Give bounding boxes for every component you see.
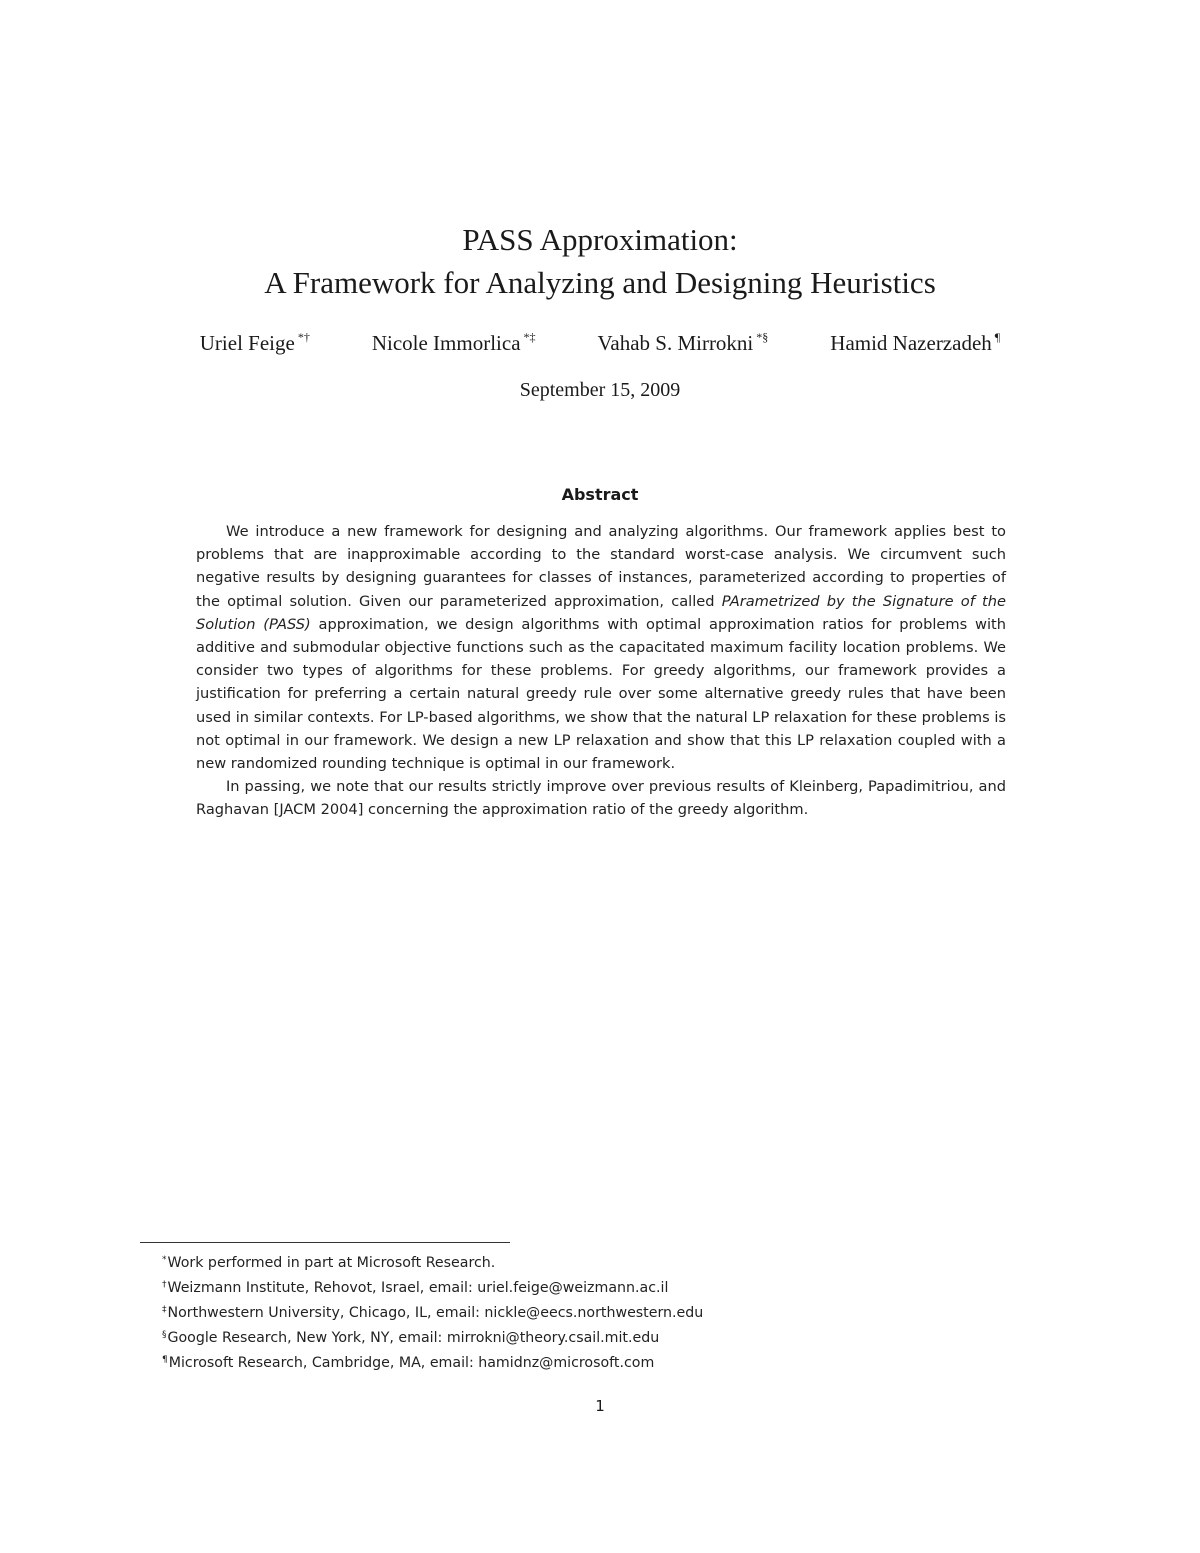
footnote-divider (140, 1242, 510, 1243)
footnote-text: Weizmann Institute, Rehovot, Israel, email: uriel.feige@weizmann.ac.il (167, 1280, 669, 1296)
paper-title (0, 218, 1200, 304)
footnote-item (162, 1274, 1062, 1299)
footnote-text: Northwestern University, Chicago, IL, email: nickle@eecs.northwestern.edu (167, 1305, 704, 1321)
author-name: Uriel Feige (199, 331, 295, 355)
footnote-mark: § (162, 1330, 167, 1340)
footnote-text: Microsoft Research, Cambridge, MA, email: hamidnz@microsoft.com (168, 1355, 655, 1371)
abstract-p1-text-b: approximation, we design algorithms with optimal approximation ratios for problems with additive and submodular objective functions such as the capacitated maximum facility location problems. We consider two types of algorithms for these problems. For greedy algorithms, our framework provides a justification for preferring a certain natural greedy rule over some alternative greedy rules that have been used in similar contexts. For LP-based algorithms, we show that the natural LP relaxation for these problems is not optimal in our framework. We design a new LP relaxation and show that this LP relaxation coupled with a new randomized rounding technique is optimal in our framework. (196, 615, 1007, 773)
footnote-item (162, 1249, 1062, 1274)
abstract-body (196, 520, 1006, 822)
title-line-2: A Framework for Analyzing and Designing Heuristics (264, 265, 936, 300)
abstract-paragraph-2: In passing, we note that our results strictly improve over previous results of Kleinberg, Papadimitriou, and Raghavan [JACM 2004] concerning the approximation ratio of the greedy algorithm. (196, 778, 1006, 819)
footnote-text: Google Research, New York, NY, email: mirrokni@theory.csail.mit.edu (167, 1330, 660, 1346)
author-nazerzadeh (830, 330, 1000, 356)
author-name: Hamid Nazerzadeh (830, 331, 992, 355)
author-feige (200, 330, 310, 356)
footnote-item (162, 1324, 1062, 1349)
footnote-item (162, 1299, 1062, 1324)
footnote-item (162, 1349, 1062, 1374)
page-number: 1 (595, 1397, 605, 1415)
author-mirrokni (598, 330, 769, 356)
author-marks: ¶ (994, 330, 1001, 344)
abstract-p1-emphasis: PArametrized by the Signature of the Solution (PASS) (196, 592, 1006, 633)
author-name: Vahab S. Mirrokni (597, 331, 754, 355)
title-line-1: PASS Approximation: (462, 222, 738, 257)
author-immorlica (372, 330, 536, 356)
author-marks: *‡ (523, 330, 536, 344)
abstract-heading: Abstract (561, 485, 639, 504)
footnote-mark: † (162, 1280, 167, 1290)
author-marks: *§ (756, 330, 769, 344)
paper-date: September 15, 2009 (519, 379, 681, 401)
abstract-paragraph-1 (196, 520, 1006, 775)
footnote-list (162, 1249, 1062, 1374)
footnote-mark: ‡ (162, 1305, 167, 1315)
author-list (0, 330, 1200, 356)
footnote-mark: * (162, 1255, 167, 1265)
footnote-mark: ¶ (162, 1355, 168, 1365)
author-marks: *† (297, 330, 310, 344)
footnote-text: Work performed in part at Microsoft Research. (167, 1255, 496, 1271)
author-name: Nicole Immorlica (371, 331, 521, 355)
abstract-p1-text-a: We introduce a new framework for designing and analyzing algorithms. Our framework applies best to problems that are inapproximable according to the standard worst-case analysis. We circumvent such negative results by designing guarantees for classes of instances, parameterized according to properties of the optimal solution. Given our parameterized approximation, called (196, 523, 1006, 610)
